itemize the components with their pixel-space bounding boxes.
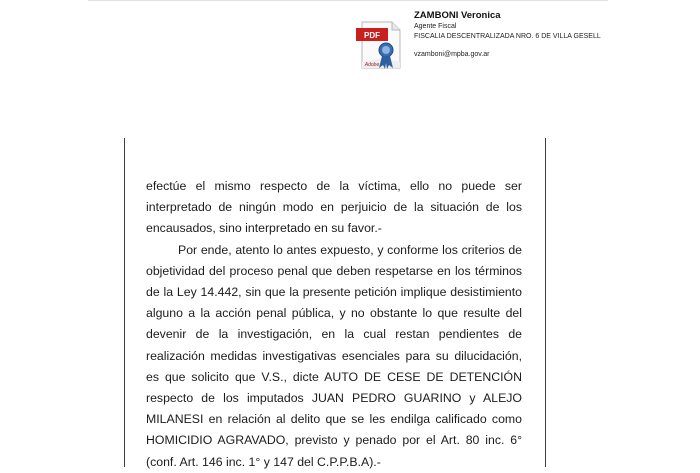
left-margin-line bbox=[124, 138, 125, 467]
right-margin-line bbox=[545, 138, 546, 467]
document-body bbox=[146, 176, 522, 473]
signer-office: FISCALIA DESCENTRALIZADA NRO. 6 DE VILLA GESELL bbox=[414, 33, 601, 40]
pdf-badge-label: PDF bbox=[364, 31, 380, 40]
signature-details bbox=[414, 10, 601, 60]
pdf-certified-seal-icon bbox=[352, 16, 410, 74]
page-top-rule bbox=[88, 0, 608, 1]
paragraph-2: Por ende, atento lo antes expuesto, y conforme los criterios de objetividad del proceso penal que deben respetarse en los términos de la Ley 14.442, sin que la presente petición implique desistimiento alguno a la acción penal pública, y no obstante lo que resulte del devenir de la investigación, en la cual restan pendientes de realización medidas investigativas esenciales para su dilucidación, es que solicito que V.S., dicte AUTO DE CESE DE DETENCIÓN respecto de los imputados JUAN PEDRO GUARINO y ALEJO MILANESI en relación al delito que se les endilga calificado como HOMICIDIO AGRAVADO, previsto y penado por el Art. 80 inc. 6° (conf. Art. 146 inc. 1° y 147 del C.P.P.B.A).- bbox=[146, 242, 522, 469]
adobe-brand-label: Adobe bbox=[364, 62, 380, 68]
signer-email: vzamboni@mpba.gov.ar bbox=[414, 51, 490, 58]
paragraph-1: efectúe el mismo respecto de la víctima, ello no puede ser interpretado de ningún modo en perjuicio de la situación de los encausados, sino interpretado en su favor.- bbox=[146, 179, 522, 236]
signer-role: Agente Fiscal bbox=[414, 23, 457, 30]
digital-signature-block bbox=[352, 10, 652, 80]
signer-name: ZAMBONI Veronica bbox=[414, 10, 501, 21]
